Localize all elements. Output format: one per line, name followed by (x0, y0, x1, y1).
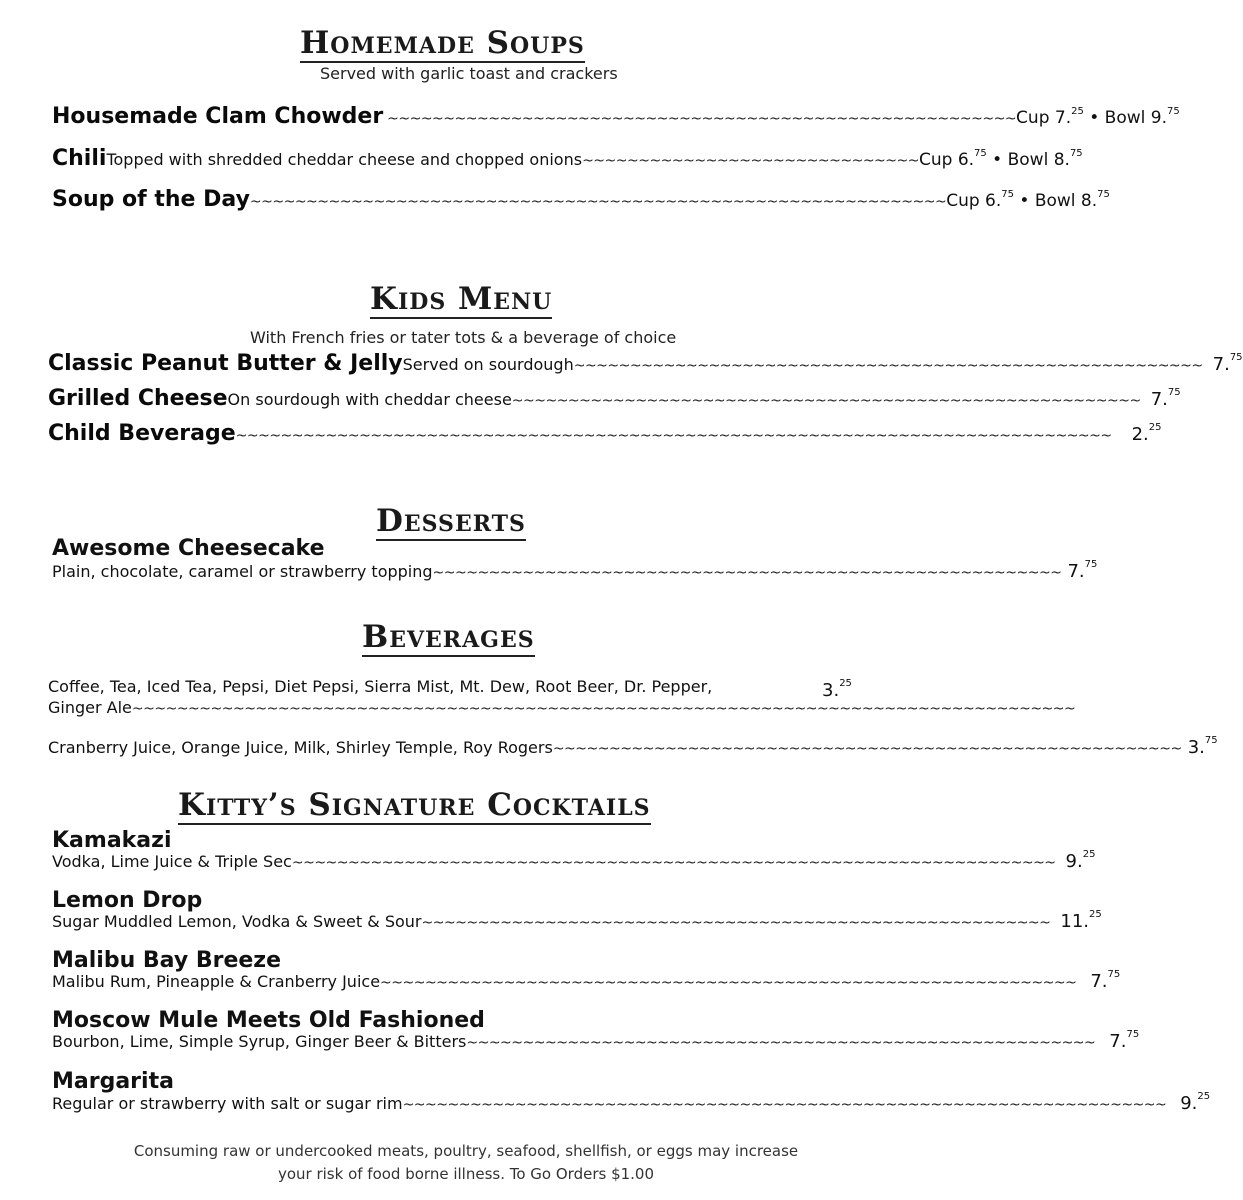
kids-subtitle: With French fries or tater tots & a beverage of choice (250, 328, 677, 347)
leader-dots: ~~~~~~~~~~~~~~~~~~~~~~~~~~~~~~~~~~~~~~~~~~~~~~~~~~~~~~~~ (432, 565, 1062, 581)
item-description: Malibu Rum, Pineapple & Cranberry Juice (52, 972, 381, 991)
menu-item (48, 351, 1243, 376)
item-price: Cup 6.75 • Bowl 8.75 (918, 148, 1083, 170)
menu-item (52, 146, 1083, 171)
item-price: 3.75 (1187, 735, 1218, 758)
leader-dots: ~~~~~~~~~~~~~~~~~~~~~~~~~~~~~~~~~~~~~~~~~~~~~~~~~~~~~~~~ (421, 915, 1051, 931)
item-price: Cup 7.25 • Bowl 9.75 (1016, 106, 1180, 128)
menu-item (48, 421, 1162, 446)
item-name: Malibu Bay Breeze (52, 948, 282, 973)
item-price: 9.25 (1180, 1091, 1211, 1114)
menu-item (48, 386, 1181, 411)
leader-dots: ~~~~~~~~~~~~~~~~~~~~~~~~~~~~~~~~~~~~~~~~~~~~~~~~~~~~~~~~ (573, 358, 1203, 374)
to-go-notice: your risk of food borne illness. To Go Orders $1.00 (277, 1165, 655, 1183)
item-description: Vodka, Lime Juice & Triple Sec (52, 852, 292, 871)
item-name: Lemon Drop (52, 888, 203, 913)
leader-dots: ~~~~~~~~~~~~~~~~~~~~~~~~~~~~~~~~~~~~~~~~~~~~~~~~~~~~~~~~~~~~~~ (249, 194, 947, 210)
item-description: On sourdough with cheddar cheese (227, 390, 512, 409)
item-name: Housemade Clam Chowder (52, 104, 384, 129)
leader-dots: ~~~~~~~~~~~~~~~~~~~~~~~~~~~~~~~~~~~~~~~~~~~~~~~~~~~~~~~~~~~~~~~~~~~~ (291, 855, 1056, 871)
item-name: Margarita (52, 1069, 174, 1094)
item-name: Kamakazi (52, 828, 172, 853)
item-price: Cup 6.75 • Bowl 8.75 (946, 189, 1110, 211)
menu-item (52, 909, 1102, 932)
leader-dots: ~~~~~~~~~~~~~~~~~~~~~~~~~~~~~~~~~~~~~~~~~~~~~~~~~~~~~~~~ (383, 111, 1017, 127)
item-price: 7.75 (1212, 352, 1243, 375)
leader-dots: ~~~~~~~~~~~~~~~~~~~~~~~~~~~~~~~~~~~~~~~~~~~~~~~~~~~~~~~~ (552, 741, 1182, 757)
food-safety-notice: Consuming raw or undercooked meats, poultry, seafood, shellfish, or eggs may increase (133, 1142, 799, 1160)
section-title-desserts: Desserts (376, 503, 526, 539)
leader-dots: ~~~~~~~~~~~~~~~~~~~~~~~~~~~~~~~~~~~~~~~~~~~~~~~~~~~~~~~~~~~~~~~~~~~~~~~~~~~~~~ (235, 428, 1112, 444)
item-price: 3.25 (822, 678, 852, 701)
leader-dots: ~~~~~~~~~~~~~~~~~~~~~~~~~~~~~~ (582, 153, 919, 169)
menu-item (52, 559, 1098, 582)
menu-item (52, 849, 1096, 872)
item-name: Child Beverage (48, 421, 236, 446)
item-description: Served on sourdough (402, 355, 574, 374)
item-price: 7.75 (1150, 387, 1181, 410)
menu-item (52, 969, 1121, 992)
item-price: 11.25 (1060, 909, 1102, 932)
item-name: Awesome Cheesecake (52, 536, 325, 561)
leader-dots: ~~~~~~~~~~~~~~~~~~~~~~~~~~~~~~~~~~~~~~~~~~~~~~~~~~~~~~~~ (511, 393, 1141, 409)
menu-item (52, 104, 1180, 129)
leader-dots: ~~~~~~~~~~~~~~~~~~~~~~~~~~~~~~~~~~~~~~~~~~~~~~~~~~~~~~~~~~~~~~ (380, 975, 1077, 991)
section-title-kids: Kids Menu (370, 281, 553, 317)
item-price: 7.75 (1109, 1029, 1140, 1052)
leader-dots: ~~~~~~~~~~~~~~~~~~~~~~~~~~~~~~~~~~~~~~~~~~~~~~~~~~~~~~~~ (466, 1035, 1096, 1051)
section-title-beverages: Beverages (362, 619, 535, 655)
item-description: Topped with shredded cheddar cheese and chopped onions (106, 150, 583, 169)
menu-item (48, 735, 1218, 758)
item-name: Moscow Mule Meets Old Fashioned (52, 1008, 485, 1033)
item-description: Ginger Ale (48, 698, 132, 717)
item-price: 7.75 (1067, 559, 1098, 582)
item-description: Regular or strawberry with salt or sugar rim (52, 1094, 403, 1113)
item-name: Grilled Cheese (48, 386, 228, 411)
section-title-cocktails: Kitty’s Signature Cocktails (178, 787, 651, 823)
item-description: Sugar Muddled Lemon, Vodka & Sweet & Sour (52, 912, 422, 931)
menu-item (52, 1029, 1140, 1052)
item-description: Cranberry Juice, Orange Juice, Milk, Shirley Temple, Roy Rogers (48, 738, 553, 757)
item-description: Bourbon, Lime, Simple Syrup, Ginger Beer & Bitters (52, 1032, 467, 1051)
menu-item (52, 187, 1110, 212)
item-price: 7.75 (1090, 969, 1121, 992)
item-name: Classic Peanut Butter & Jelly (48, 351, 403, 376)
menu-item (48, 698, 1076, 717)
item-name: Soup of the Day (52, 187, 250, 212)
beverage-list: Coffee, Tea, Iced Tea, Pepsi, Diet Pepsi, Sierra Mist, Mt. Dew, Root Beer, Dr. Pepper, (48, 677, 713, 696)
leader-dots: ~~~~~~~~~~~~~~~~~~~~~~~~~~~~~~~~~~~~~~~~~~~~~~~~~~~~~~~~~~~~~~~~~~~~~~~~~~~~~~~~~~~~ (131, 701, 1076, 717)
soups-subtitle: Served with garlic toast and crackers (320, 64, 618, 83)
item-name: Chili (52, 146, 107, 171)
item-price: 9.25 (1065, 849, 1096, 872)
leader-dots: ~~~~~~~~~~~~~~~~~~~~~~~~~~~~~~~~~~~~~~~~~~~~~~~~~~~~~~~~~~~~~~~~~~~~ (402, 1097, 1167, 1113)
section-title-soups: Homemade Soups (300, 25, 585, 61)
menu-item (52, 1091, 1211, 1114)
item-price: 2.25 (1131, 422, 1162, 445)
item-description: Plain, chocolate, caramel or strawberry topping (52, 562, 433, 581)
